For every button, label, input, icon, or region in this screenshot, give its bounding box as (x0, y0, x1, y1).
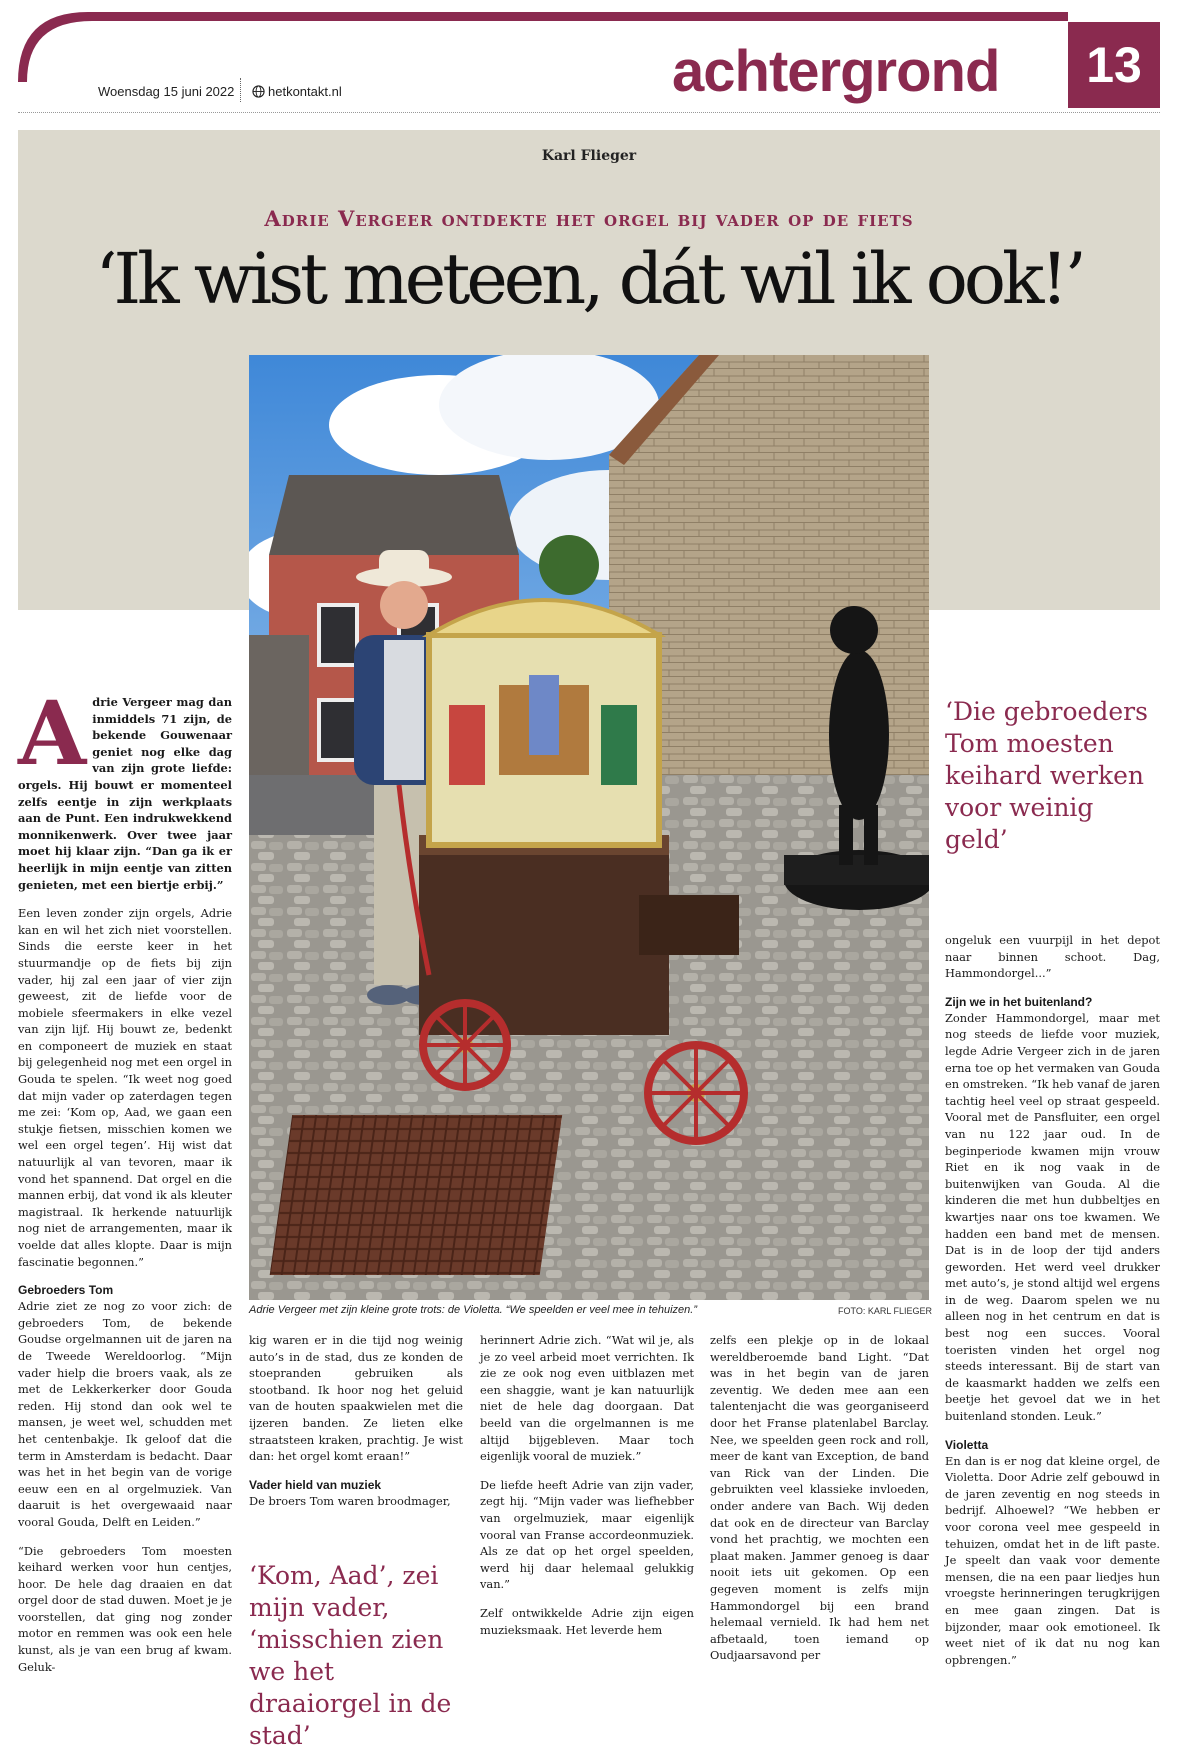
body-paragraph: En dan is er nog dat kleine orgel, de Violetta. Door Adrie zelf gebouwd in de jaren zeventig en nog steeds in bedrijf. Alhoewel? “We hebben er voor corona veel mee gespeeld in tehuizen, omdat het in de lift paste. Je speelt dan vaak voor demente mensen, die na een paar liedjes hun vroegste herinneringen terugkrijgen en mee gaan zingen. Dat is bijzonder, maar ook emotioneel. Ik weet niet of ik dat nu nog kan opbrengen.” (945, 1453, 1160, 1667)
body-paragraph: De broers Tom waren broodmager, (249, 1493, 451, 1508)
pull-quote-2: ‘Die gebroeders Tom moesten keihard werken voor weinig geld’ (945, 697, 1148, 854)
globe-icon (252, 85, 265, 98)
intro-text: drie Vergeer mag dan inmiddels 71 zijn, de bekende Gouwenaar geniet nog elke dag van zijn grote liefde: orgels. Hij bouwt er momenteel zelfs eentje in zijn werkplaats aan de Punt. Een indrukwekkend monnikenwerk. Over twee jaar moet hij klaar zijn. “Dan ga ik er heerlijk in mijn eentje van zitten genieten, met een biertje erbij.” (18, 695, 232, 892)
subhead-buitenland: Zijn we in het buitenland? (945, 994, 1093, 1009)
page-number: 13 (1068, 22, 1160, 108)
photo-illustration (249, 355, 929, 1300)
kicker: Adrie Vergeer ontdekte het orgel bij vader op de fiets (264, 206, 914, 231)
pull-quote-1: ‘Kom, Aad’, zei mijn vader, ‘misschien zien we het draaiorgel in de stad’ (249, 1561, 452, 1749)
column-3 (480, 1332, 694, 1650)
body-paragraph: herinnert Adrie zich. “Wat wil je, als je zo veel arbeid moet verrichten. Ik zie ze ook nog even uitblazen met een shaggie, want je kan natuurlijk niet de hele dag doorgaan. Dat beeld van die orgelmannen is me altijd bijgebleven. Maar toch eigenlijk vooral de muziek.” (480, 1333, 694, 1464)
dateline-divider (240, 78, 241, 102)
subhead-violetta: Violetta (945, 1437, 989, 1452)
body-paragraph: zelfs een plekje op in de lokaal wereldberoemde band Light. “Dat was in het begin van de jaren zeventig. We deden mee aan een talentenjacht die was georganiseerd door het Franse platenlabel Barclay. Nee, we speelden geen rock and roll, meer de kant van Exception, de band van Rick van der Linden. Die gebruikten veel klassieke invloeden, onder andere van Bach. Wij deden dat ook en de directeur van Barclay vond het prachtig, we mochten een plaat maken. Jammer genoeg is daar nooit iets uit gekomen. Op een gegeven moment is zelfs mijn Hammondorgel bij een brand helemaal vernield. Ik had hem net afbetaald, toen iemand op Oudjaarsavond per (710, 1333, 929, 1663)
subhead-vader: Vader hield van muziek (249, 1477, 382, 1492)
photo-caption: Adrie Vergeer met zijn kleine grote trots: de Violetta. “We speelden er veel mee in tehuizen.” (249, 1304, 697, 1316)
subhead-gebroeders-tom: Gebroeders Tom (18, 1283, 114, 1298)
drop-cap: A (18, 681, 87, 785)
body-paragraph: De liefde heeft Adrie van zijn vader, zegt hij. “Mijn vader was liefhebber van orgelmuziek, maar eigenlijk vooral van Franse accordeonmuziek. Als ze dat op het orgel speelden, werd hij daar helemaal gelukkig van.” (480, 1477, 694, 1592)
body-paragraph: Een leven zonder zijn orgels, Adrie kan en wil het zich niet voorstellen. Sinds die eerste keer in het stuurmandje op de fiets bij zijn vader, hij zal een jaar of vier zijn geweest, zit de liefde voor de mobiele sfeermakers in elke vezel van zijn lijf. Hij bouwt ze, bedenkt en componeert de muziek en staat bij gelegenheid nog met een orgel in Gouda te spelen. “Ik weet nog goed dat mijn vader op zaterdagen tegen me zei: ‘Kom op, Aad, we gaan een stukje fietsen, misschien komen we wel een orgel tegen’. Hij wist dat natuurlijk al van tevoren, maar ik vond het spannend. Dat orgel en die mannen erbij, dat vond ik als kleuter magistraal. Ik herkende natuurlijk nog niet de arrangementen, maar ik voelde dat alles klopte. Daar is mijn fascinatie begonnen.” (18, 906, 232, 1269)
column-2 (249, 1332, 463, 1521)
body-paragraph: kig waren er in die tijd nog weinig auto’s in de stad, dus ze konden de stoepranden gebruiken als stootband. Ik hoor nog het geluid van de houten spaakwielen met die ijzeren banden. Ze lieten elke straatsteen kraken, prachtig. Je wist dan: het orgel komt eraan!” (249, 1333, 463, 1464)
issue-date: Woensdag 15 juni 2022 (98, 84, 235, 99)
body-paragraph: Zonder Hammondorgel, maar met nog steeds de liefde voor muziek, legde Adrie Vergeer zich in de jaren erna toe op het vermaken van Gouda en omstreken. “Ik heb vanaf de jaren tachtig heel veel op straat gespeeld. Vooral met de Pansfluiter, een orgel van nu 122 jaar oud. In de beginperiode kwamen mijn vrouw Riet en ik nog vaak in de buitenwijken van Gouda. Al die kinderen die met hun dubbeltjes en kwartjes naar ons toe kwamen. We hadden een band met de mensen. Dat is in de loop der tijd anders geworden. Het werd veel drukker met auto’s, je stond altijd wel ergens in de weg. Daarom spelen we nu alleen nog in het centrum en dat is best nog een succes. Vooral toeristen vinden het orgel nog steeds interessant. Bij de start van de kaasmarkt hadden we zelfs een beetje het gevoel dat we in het buitenland stonden. Leuk.” (945, 1010, 1160, 1424)
intro-paragraph (18, 681, 232, 893)
header-rule (18, 112, 1160, 113)
body-paragraph: Adrie ziet ze nog zo voor zich: de gebroeders Tom, de bekende Goudse orgelmannen uit de jaren na de Tweede Wereldoorlog. “Mijn vader hielp die broers vaak, als ze met de Lekkerkerker door Gouda reden. Hij stond dan ook wel te mansen, je weet wel, schudden met het centenbakje. Ik geloof dat die term in Amsterdam is bedacht. Daar was het in het begin van de vorige eeuw een en al orgelmuziek. Van daaruit is het overgewaaid naar vooral Gouda, Delft en Leiden.” (18, 1299, 232, 1529)
column-1 (18, 681, 232, 1687)
section-title: achtergrond (672, 39, 1000, 104)
main-photo (249, 355, 929, 1300)
column-5 (945, 932, 1160, 1680)
body-paragraph: “Die gebroeders Tom moesten keihard werken voor hun centjes, hoor. De hele dag draaien en dat orgel door de stad duwen. Moet je je voorstellen, dat ging nog zonder motor en remmen was ook een hele kunst, als je van een brug af kwam. Geluk- (18, 1543, 232, 1674)
website-url: hetkontakt.nl (268, 84, 342, 99)
body-paragraph: Zelf ontwikkelde Adrie zijn eigen muzieksmaak. Het leverde hem (480, 1605, 694, 1637)
photo-credit: FOTO: KARL FLIEGER (838, 1306, 933, 1316)
body-paragraph: ongeluk een vuurpijl in het depot naar binnen schoot. Dag, Hammondorgel...” (945, 933, 1160, 981)
byline: Karl Flieger (541, 148, 637, 164)
column-4 (710, 1332, 929, 1676)
headline: ‘Ik wist meteen, dát wil ik ook!’ (95, 238, 1083, 320)
website[interactable] (252, 84, 342, 99)
